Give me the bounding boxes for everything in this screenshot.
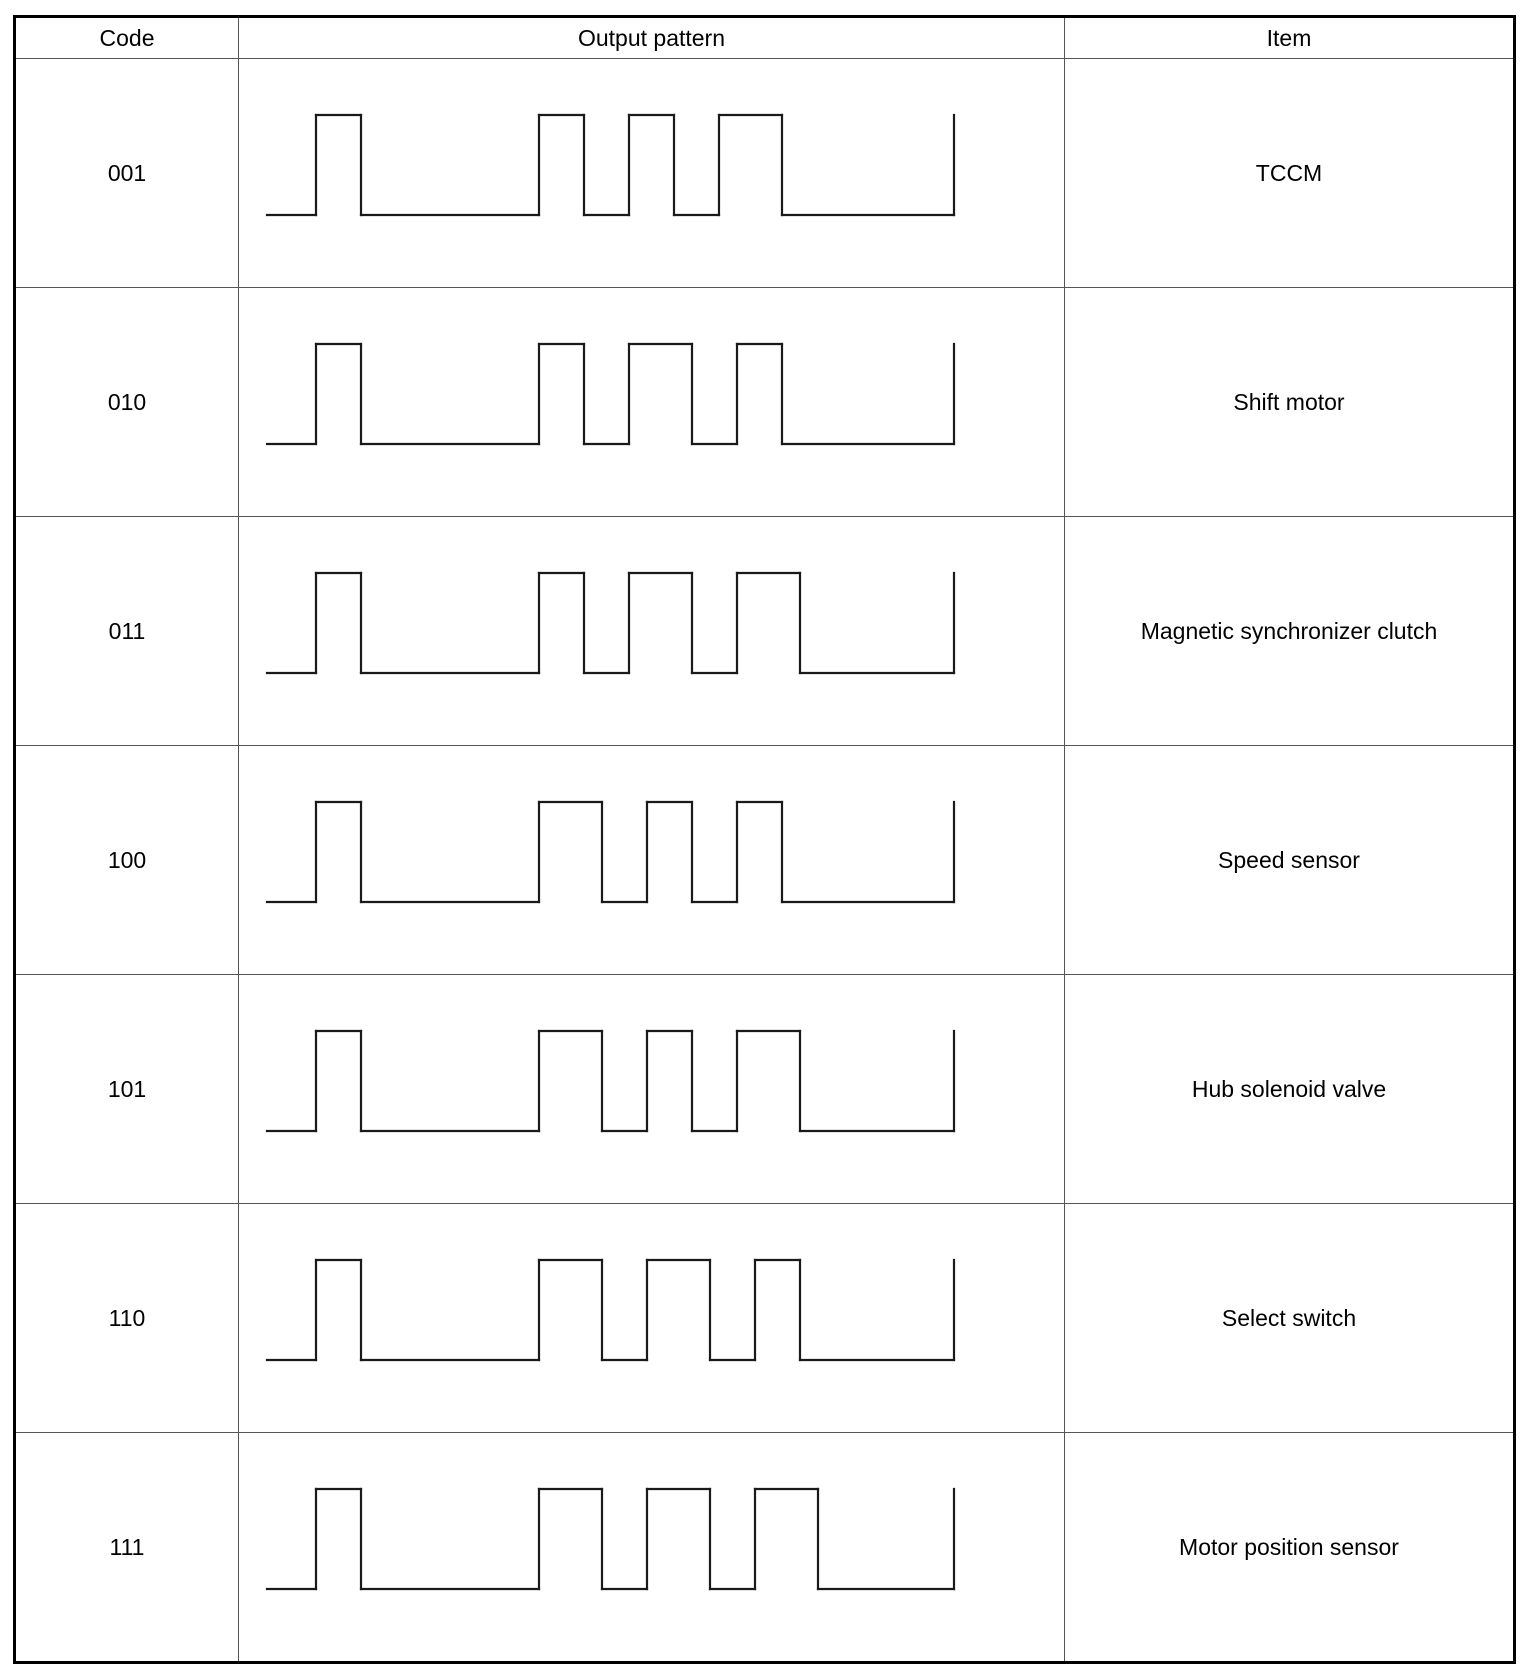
waveform-0 [239,59,1065,287]
item-cell: Magnetic synchronizer clutch [1065,517,1515,746]
code-cell: 101 [15,975,239,1204]
output-pattern-cell [239,746,1065,975]
output-pattern-cell [239,1204,1065,1433]
table-body [15,59,1515,1663]
header-row [15,17,1515,59]
output-pattern-cell [239,517,1065,746]
code-cell: 100 [15,746,239,975]
waveform-2 [239,517,1065,745]
waveform-3 [239,746,1065,974]
waveform-1 [239,288,1065,516]
table-row [15,975,1515,1204]
code-cell: 011 [15,517,239,746]
item-cell: Shift motor [1065,288,1515,517]
code-cell: 001 [15,59,239,288]
waveform-6 [239,1433,1065,1661]
table-row [15,1204,1515,1433]
output-pattern-table [13,15,1516,1664]
item-cell: Select switch [1065,1204,1515,1433]
table-row [15,288,1515,517]
waveform-5 [239,1204,1065,1432]
header-output-pattern: Output pattern [239,17,1065,59]
output-pattern-cell [239,975,1065,1204]
table-row [15,517,1515,746]
item-cell: TCCM [1065,59,1515,288]
item-cell: Speed sensor [1065,746,1515,975]
output-pattern-cell [239,1433,1065,1663]
item-cell: Motor position sensor [1065,1433,1515,1663]
header-item: Item [1065,17,1515,59]
output-pattern-cell [239,288,1065,517]
table-row [15,746,1515,975]
item-cell: Hub solenoid valve [1065,975,1515,1204]
code-cell: 111 [15,1433,239,1663]
code-cell: 010 [15,288,239,517]
output-pattern-cell [239,59,1065,288]
waveform-4 [239,975,1065,1203]
code-cell: 110 [15,1204,239,1433]
header-code: Code [15,17,239,59]
table-row [15,1433,1515,1663]
table-row [15,59,1515,288]
